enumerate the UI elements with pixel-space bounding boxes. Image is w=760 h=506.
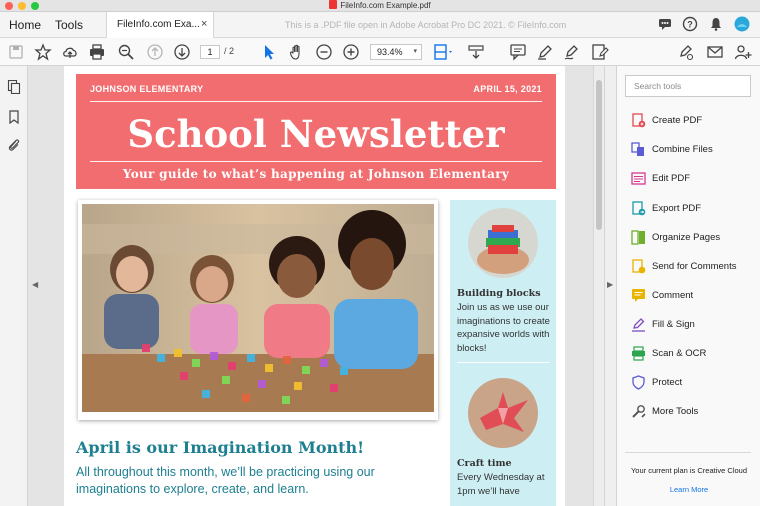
tool-label: Send for Comments [652,261,737,272]
tool-fill-sign[interactable] [631,316,759,334]
collapse-right-panel-icon[interactable]: ▶ [607,280,614,289]
zoom-level-value: 93.4% [377,47,403,57]
tab-home[interactable]: Home [9,18,42,32]
document-scrollbar[interactable] [593,66,604,506]
user-avatar[interactable] [734,16,750,32]
tool-label: Organize Pages [652,232,721,243]
pdf-file-icon [329,0,337,9]
tool-label: Combine Files [652,144,713,155]
notifications-bell-icon[interactable] [708,16,724,32]
more-tools-icon [631,404,646,419]
tool-combine-files[interactable] [631,141,759,159]
tool-comment[interactable] [631,287,759,305]
next-page-icon[interactable] [173,43,191,61]
tool-label: Edit PDF [652,173,691,184]
tool-label: Scan & OCR [652,348,707,359]
tab-bar [0,12,760,38]
edit-document-icon[interactable] [591,43,609,61]
document-viewport[interactable] [28,66,604,506]
chevron-down-icon: ▾ [413,48,417,55]
fill-sign-toolbar-icon[interactable] [677,43,695,61]
highlight-pen-icon[interactable] [536,43,554,61]
tool-edit-pdf[interactable] [631,170,759,188]
tab-document[interactable] [106,12,214,38]
page-total: / 2 [224,46,235,56]
panel-divider [625,452,751,453]
collapse-right-panel[interactable] [604,66,616,506]
children-playing-with-blocks-photo [82,204,434,412]
classroom-photo-frame [78,200,438,420]
tool-label: Comment [652,290,694,301]
page-fit-icon[interactable] [432,43,456,61]
bookmarks-icon[interactable] [7,110,21,124]
article-headline: April is our Imagination Month! [76,438,365,457]
main-toolbar [0,38,760,66]
zoom-search-icon[interactable] [117,43,135,61]
masthead-divider [90,161,542,162]
sign-pen-icon[interactable] [563,43,581,61]
close-tab-icon[interactable]: × [201,18,208,30]
tool-export-pdf[interactable] [631,200,759,218]
fill-sign-icon [631,317,646,332]
send-comments-icon [631,259,646,274]
issue-date: APRIL 15, 2021 [473,84,542,94]
export-pdf-icon [631,201,646,216]
window-titlebar [0,0,760,12]
scroll-mode-icon[interactable] [467,43,485,61]
tool-label: Export PDF [652,203,702,214]
create-pdf-icon [631,113,646,128]
combine-files-icon [631,142,646,157]
newsletter-title: School Newsletter [127,112,505,156]
sidebar-heading: Craft time [457,458,512,469]
tools-panel [616,66,760,506]
tool-send-for-comments[interactable] [631,258,759,276]
origami-crane-illustration [468,378,538,448]
tool-label: Protect [652,377,683,388]
events-sidebar [450,200,556,506]
building-blocks-illustration [468,208,538,278]
select-cursor-icon[interactable] [260,43,278,61]
tool-label: Fill & Sign [652,319,695,330]
zoom-level-select[interactable] [370,44,422,60]
save-icon[interactable] [7,43,25,61]
school-name: JOHNSON ELEMENTARY [90,84,204,94]
edit-pdf-icon [631,171,646,186]
upload-cloud-icon[interactable] [61,43,79,61]
search-tools-input[interactable]: Search tools [625,75,751,97]
tab-tools[interactable]: Tools [55,18,84,32]
tool-label: More Tools [652,406,699,417]
left-navigation-rail [0,66,28,506]
newsletter-tagline: Your guide to what’s happening at Johnson Elementary [122,167,510,181]
add-comment-icon[interactable] [509,43,527,61]
document-tab-label: FileInfo.com Exa... [117,19,200,30]
print-icon[interactable] [88,43,106,61]
organize-pages-icon [631,230,646,245]
page-thumbnails-icon[interactable] [7,80,21,94]
learn-more-link[interactable]: Learn More [669,485,709,494]
sidebar-divider [457,362,549,363]
protect-icon [631,375,646,390]
tool-organize-pages[interactable] [631,229,759,247]
svg-text:?: ? [687,19,693,30]
zoom-out-icon[interactable] [315,43,333,61]
scan-ocr-icon [631,346,646,361]
building-blocks-photo [468,208,538,278]
help-icon[interactable] [682,16,698,32]
collapse-left-panel-icon[interactable]: ◀ [32,280,39,289]
add-user-icon[interactable] [734,43,752,61]
hand-tool-icon[interactable] [288,43,306,61]
page-number-input[interactable]: 1 [200,45,220,59]
tool-create-pdf[interactable] [631,112,759,130]
window-title: FileInfo.com Example.pdf [0,0,760,12]
craft-time-photo [468,378,538,448]
sidebar-body: Every Wednesday at 1pm we’ll have [457,472,545,497]
attachments-paperclip-icon[interactable] [7,138,21,152]
newsletter-masthead [76,74,556,189]
zoom-in-icon[interactable] [342,43,360,61]
email-icon[interactable] [706,43,724,61]
tool-more-tools[interactable] [631,403,759,421]
plan-info: Your current plan is Creative Cloud [630,466,748,475]
masthead-divider [90,101,542,102]
tool-scan-ocr[interactable] [631,345,759,363]
pdf-page [64,66,565,506]
sidebar-body: Join us as we use our imaginations to create expansive worlds with blocks! [457,302,550,354]
chat-icon[interactable] [657,16,673,32]
comment-icon [631,288,646,303]
scrollbar-thumb[interactable] [596,80,602,230]
file-notice: This is a .PDF file open in Adobe Acrobat Pro DC 2021. © FileInfo.com [285,20,567,30]
sidebar-heading: Building blocks [457,288,541,299]
photo-illustration [82,204,434,412]
tool-label: Create PDF [652,115,703,126]
previous-page-icon[interactable] [146,43,164,61]
article-lead: All throughout this month, we’ll be practicing using our imaginations to explore, create, and learn. [76,465,375,496]
bookmark-star-icon[interactable] [34,43,52,61]
tool-protect[interactable] [631,374,759,392]
